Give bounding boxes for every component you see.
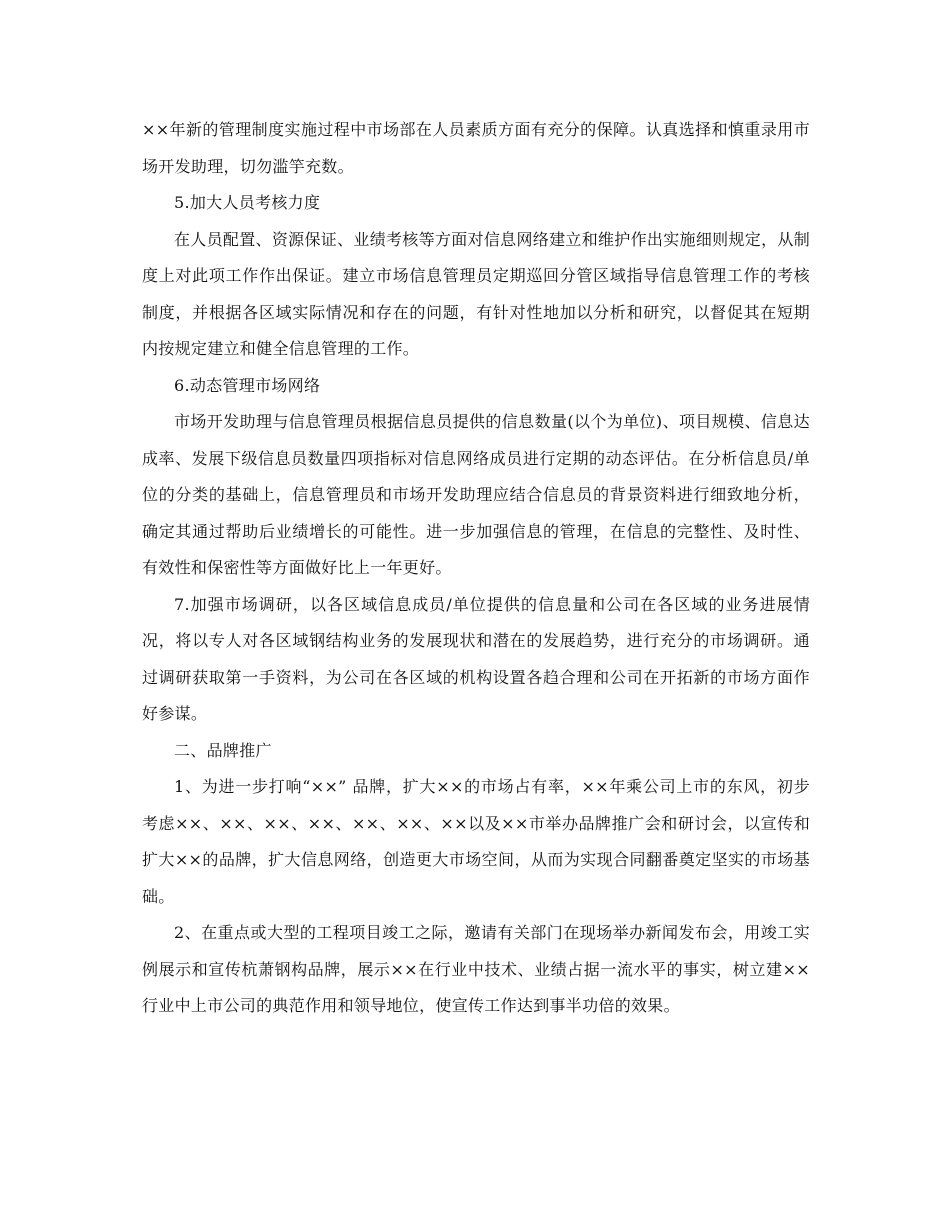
heading-6: 6.动态管理市场网络 xyxy=(174,375,321,395)
heading-5: 5.加大人员考核力度 xyxy=(174,193,321,212)
paragraph-brand-1: 1、为进一步打响“××” 品牌，扩大××的市场占有率，××年乘公司上市的东风，初步考虑××、××、××、××、××、××、××以及××市举办品牌推广会和研讨会，以宣传和扩大××的品牌，扩大信息网络，创造更大市场空间，从而为实现合同翻番奠定坚实的市场基础。 xyxy=(142,777,810,906)
paragraph-assessment: 在人员配置、资源保证、业绩考核等方面对信息网络建立和维护作出实施细则规定，从制度上对此项工作作出保证。建立市场信息管理员定期巡回分管区域指导信息管理工作的考核制度，并根据各区域实际情况和存在的问题，有针对性地加以分析和研究，以督促其在短期内按规定建立和健全信息管理的工作。 xyxy=(142,229,810,358)
paragraph-continuation: ××年新的管理制度实施过程中市场部在人员素质方面有充分的保障。认真选择和慎重录用市场开发助理，切勿滥竽充数。 xyxy=(142,120,810,176)
document-body xyxy=(142,112,810,1025)
paragraph-brand-2: 2、在重点或大型的工程项目竣工之际，邀请有关部门在现场举办新闻发布会，用竣工实例展示和宣传杭萧钢构品牌，展示××在行业中技术、业绩占据一流水平的事实，树立建××行业中上市公司的典范作用和领导地位，使宣传工作达到事半功倍的效果。 xyxy=(142,923,810,1015)
heading-brand: 二、品牌推广 xyxy=(174,740,272,760)
paragraph-research: 7.加强市场调研，以各区域信息成员/单位提供的信息量和公司在各区域的业务进展情况，将以专人对各区域钢结构业务的发展现状和潜在的发展趋势，进行充分的市场调研。通过调研获取第一手资料，为公司在各区域的机构设置各趋合理和公司在开拓新的市场方面作好参谋。 xyxy=(142,594,810,723)
paragraph-network: 市场开发助理与信息管理员根据信息员提供的信息数量(以个为单位)、项目规模、信息达成率、发展下级信息员数量四项指标对信息网络成员进行定期的动态评估。在分析信息员/单位的分类的基础上，信息管理员和市场开发助理应结合信息员的背景资料进行细致地分析，确定其通过帮助后业绩增长的可能性。进一步加强信息的管理，在信息的完整性、及时性、有效性和保密性等方面做好比上一年更好。 xyxy=(142,412,810,577)
